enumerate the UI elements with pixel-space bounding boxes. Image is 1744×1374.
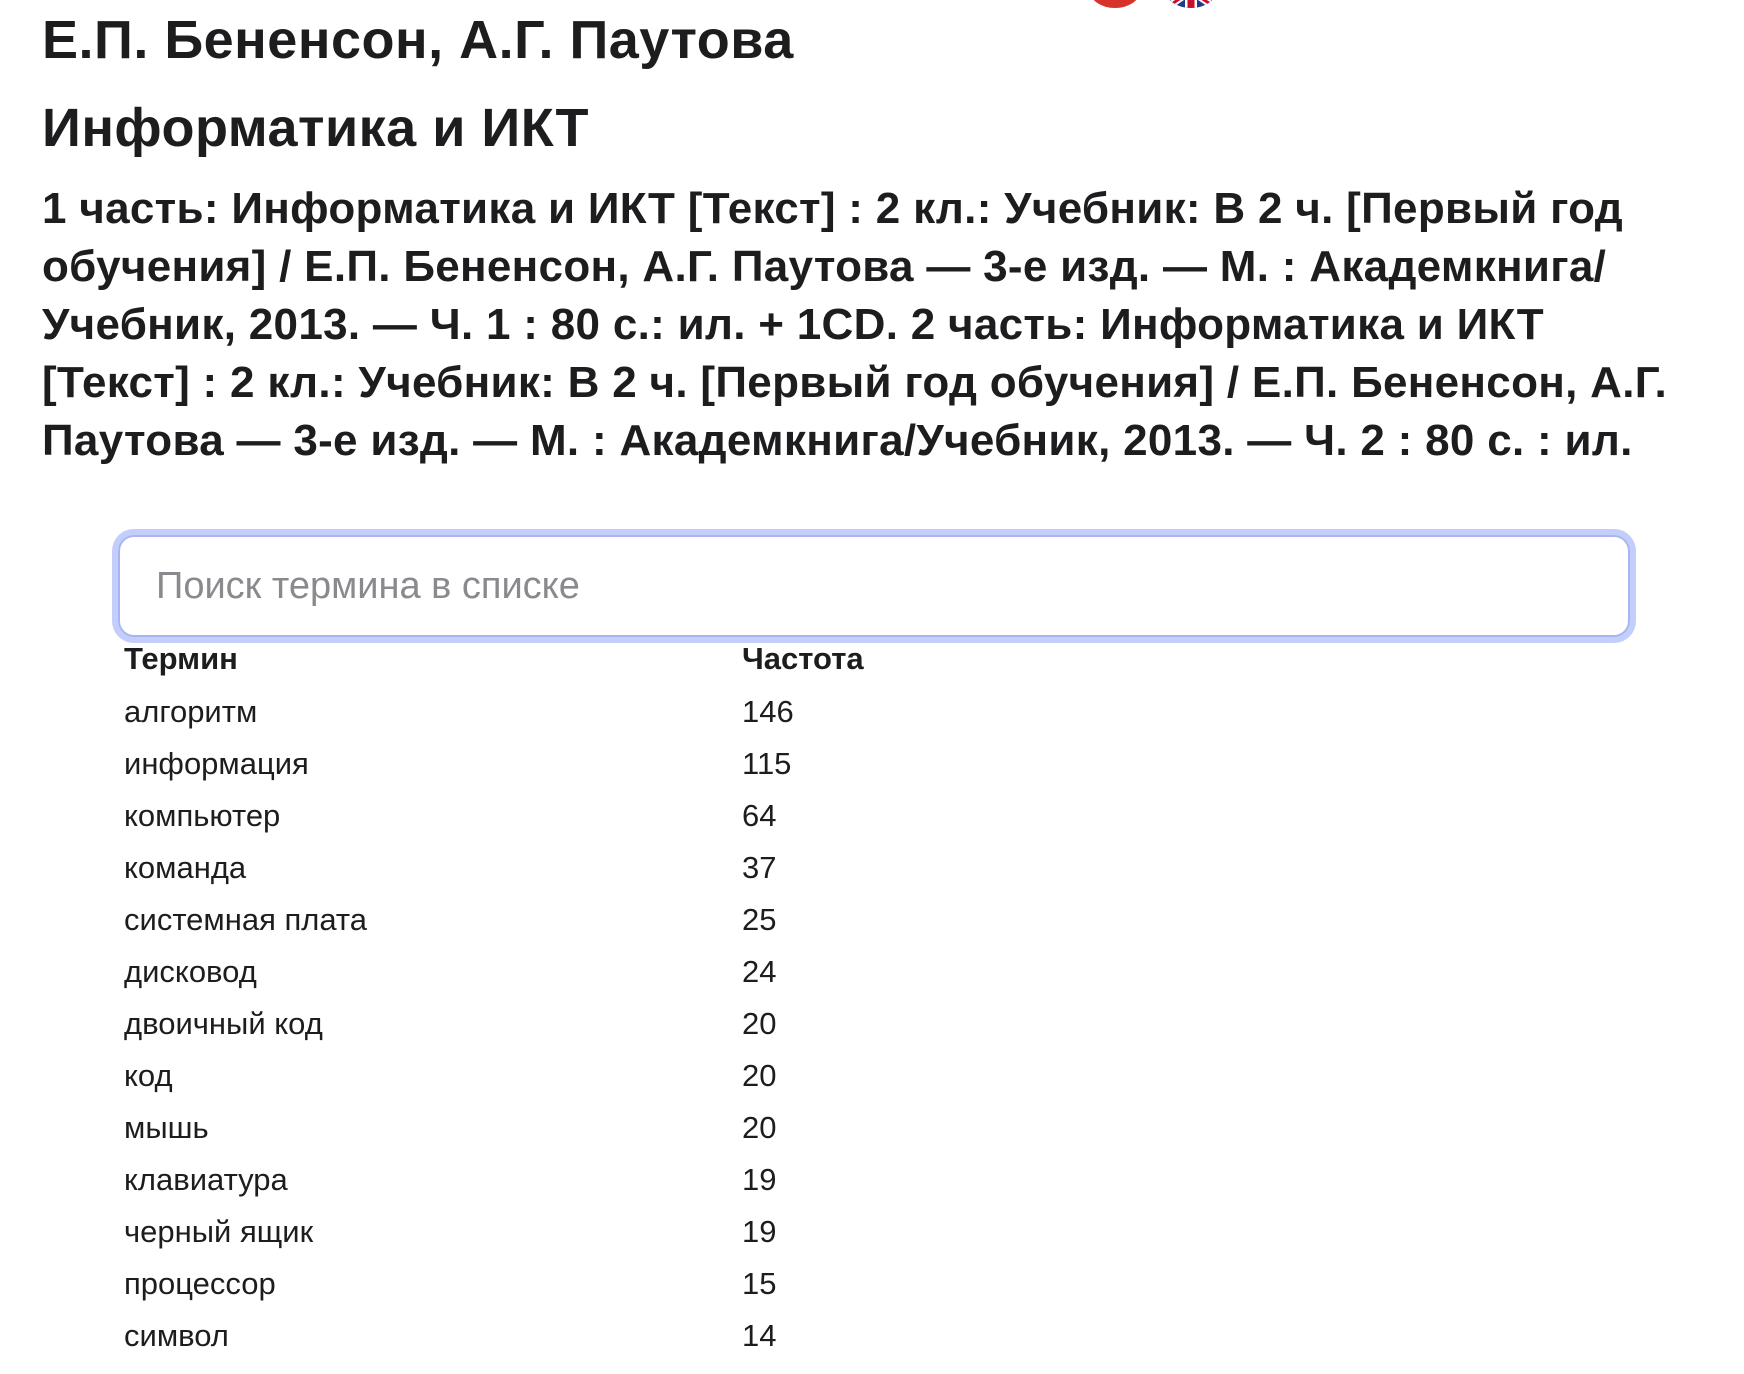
frequency-cell: 20 bbox=[742, 1006, 777, 1041]
frequency-cell: 20 bbox=[742, 1058, 777, 1093]
frequency-cell: 24 bbox=[742, 954, 777, 989]
table-row bbox=[124, 946, 1042, 998]
term-cell: дисковод bbox=[124, 954, 257, 989]
frequency-cell: 20 bbox=[742, 1110, 777, 1145]
frequency-cell: 146 bbox=[742, 694, 794, 729]
term-cell: код bbox=[124, 1058, 173, 1093]
table-row bbox=[124, 1310, 1042, 1362]
book-title: Информатика и ИКТ bbox=[42, 98, 589, 158]
frequency-cell: 19 bbox=[742, 1214, 777, 1249]
table-row bbox=[124, 1206, 1042, 1258]
table-row bbox=[124, 1102, 1042, 1154]
term-cell: двоичный код bbox=[124, 1006, 323, 1041]
table-row bbox=[124, 686, 1042, 738]
term-cell: клавиатура bbox=[124, 1162, 288, 1197]
table-row bbox=[124, 1050, 1042, 1102]
term-cell: информация bbox=[124, 746, 309, 781]
term-cell: процессор bbox=[124, 1266, 276, 1301]
term-search-input[interactable] bbox=[118, 535, 1630, 637]
book-header bbox=[42, 0, 1702, 470]
column-header-frequency[interactable]: Частота bbox=[742, 641, 864, 676]
term-cell: компьютер bbox=[124, 798, 281, 833]
term-cell: черный ящик bbox=[124, 1214, 314, 1249]
table-row bbox=[124, 842, 1042, 894]
frequency-cell: 19 bbox=[742, 1162, 777, 1197]
term-cell: символ bbox=[124, 1318, 229, 1353]
frequency-cell: 14 bbox=[742, 1318, 777, 1353]
frequency-cell: 25 bbox=[742, 902, 777, 937]
frequency-cell: 15 bbox=[742, 1266, 777, 1301]
terms-table bbox=[124, 632, 1042, 1362]
bibliographic-description: 1 часть: Информатика и ИКТ [Текст] : 2 кл.: Учебник: В 2 ч. [Первый год обучения] / Е.П. Бененсон, А.Г. Паутова — 3-е изд. — М. : Академкнига/Учебник, 2013. — Ч. 1 : 80 с.: ил. + 1CD. 2 часть: Информатика и ИКТ [Текст] : 2 кл.: Учебник: В 2 ч. [Первый год обучения] / Е.П. Бененсон, А.Г. Паутова — 3-е изд. — М. : Академкнига/Учебник, 2013. — Ч. 2 : 80 с. : ил. bbox=[42, 184, 1668, 465]
frequency-cell: 115 bbox=[742, 746, 792, 781]
column-header-term[interactable]: Термин bbox=[124, 641, 238, 676]
table-row bbox=[124, 998, 1042, 1050]
table-header-row bbox=[124, 632, 1042, 686]
table-row bbox=[124, 790, 1042, 842]
table-row bbox=[124, 1258, 1042, 1310]
term-cell: системная плата bbox=[124, 902, 368, 937]
term-cell: команда bbox=[124, 850, 247, 885]
search-box bbox=[118, 535, 1630, 637]
term-cell: алгоритм bbox=[124, 694, 258, 729]
frequency-cell: 64 bbox=[742, 798, 777, 833]
term-cell: мышь bbox=[124, 1110, 209, 1145]
table-row bbox=[124, 1154, 1042, 1206]
table-row bbox=[124, 894, 1042, 946]
frequency-cell: 37 bbox=[742, 850, 777, 885]
authors-heading: Е.П. Бененсон, А.Г. Паутова bbox=[42, 10, 794, 70]
table-row bbox=[124, 738, 1042, 790]
